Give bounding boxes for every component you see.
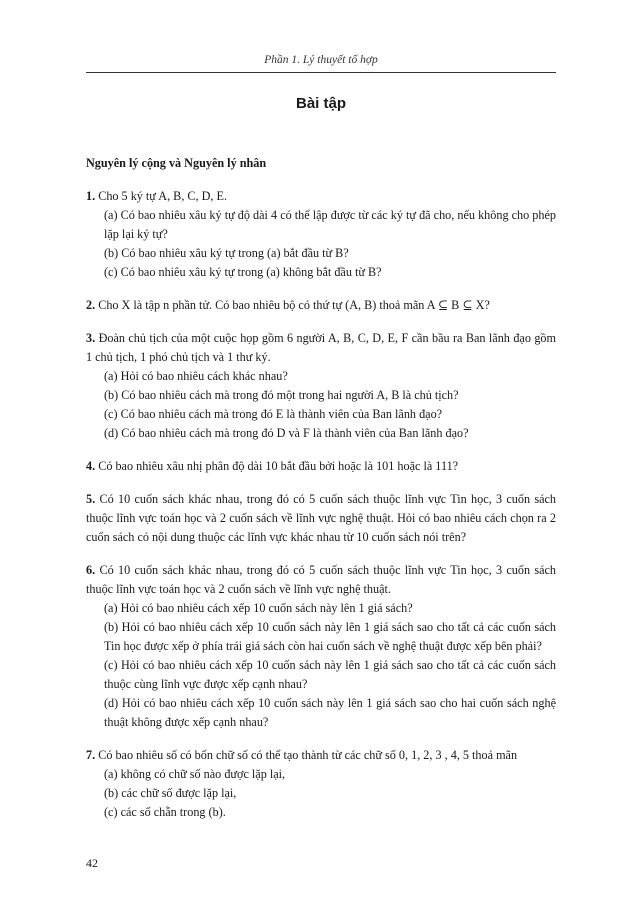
problem-text: Có bao nhiêu xâu nhị phân độ dài 10 bắt đầu bởi hoặc là 101 hoặc là 111? xyxy=(98,459,459,473)
exercise-content xyxy=(86,154,556,836)
sub-question: (a) Hỏi có bao nhiêu cách xếp 10 cuốn sách này lên 1 giá sách? xyxy=(104,601,413,615)
problem-5 xyxy=(86,490,556,547)
problem-number: 3. xyxy=(86,331,96,345)
problem-number: 4. xyxy=(86,459,96,473)
problem-text: Cho X là tập n phần tử. Có bao nhiêu bộ có thứ tự (A, B) thoả mãn A ⊆ B ⊆ X? xyxy=(98,298,490,312)
section-title: Nguyên lý cộng và Nguyên lý nhân xyxy=(86,156,267,170)
problem-number: 1. xyxy=(86,189,96,203)
problem-number: 7. xyxy=(86,748,96,762)
problem-1 xyxy=(86,187,556,282)
problem-stem xyxy=(86,296,556,315)
problem-text: Đoàn chủ tịch của một cuộc họp gồm 6 người A, B, C, D, E, F cần bầu ra Ban lãnh đạo gồm 1 chủ tịch, 1 phó chủ tịch và 1 thư ký. xyxy=(86,331,556,364)
sub-question: (d) Có bao nhiêu cách mà trong đó D và F là thành viên của Ban lãnh đạo? xyxy=(104,426,469,440)
sub-question: (a) Có bao nhiêu xâu ký tự độ dài 4 có thể lập được từ các ký tự đã cho, nếu không cho phép lặp lại ký tự? xyxy=(104,208,556,241)
page-title: Bài tập xyxy=(295,95,346,112)
sub-question: (b) Có bao nhiêu cách mà trong đó một trong hai người A, B là chủ tịch? xyxy=(104,388,459,402)
problem-list xyxy=(86,187,556,822)
problem-text: Có 10 cuốn sách khác nhau, trong đó có 5 cuốn sách thuộc lĩnh vực Tin học, 3 cuốn sách thuộc lĩnh vực toán học và 2 cuốn sách về lĩnh vực nghệ thuật. Hỏi có bao nhiêu cách chọn ra 2 cuốn sách có nội dung thuộc các lĩnh vực khác nhau từ 10 cuốn sách nói trên? xyxy=(86,492,556,544)
problem-number: 6. xyxy=(86,563,96,577)
sub-question: (c) Có bao nhiêu cách mà trong đó E là thành viên của Ban lãnh đạo? xyxy=(104,407,443,421)
running-header: Phần 1. Lý thuyết tổ hợp xyxy=(264,54,378,66)
sub-question: (b) các chữ số được lặp lại, xyxy=(104,786,237,800)
problem-text: Có 10 cuốn sách khác nhau, trong đó có 5 cuốn sách thuộc lĩnh vực Tin học, 3 cuốn sách thuộc lĩnh vực toán học và 2 cuốn sách về lĩnh vực nghệ thuật. xyxy=(86,563,556,596)
problem-2 xyxy=(86,296,556,315)
problem-text: Có bao nhiêu số có bốn chữ số có thể tạo thành từ các chữ số 0, 1, 2, 3 , 4, 5 thoả mãn xyxy=(98,748,518,762)
header-rule xyxy=(86,72,556,73)
sub-question: (c) Có bao nhiêu xâu ký tự trong (a) không bắt đầu từ B? xyxy=(104,265,382,279)
problem-stem xyxy=(86,490,556,547)
sub-question: (b) Có bao nhiêu xâu ký tự trong (a) bắt đầu từ B? xyxy=(104,246,349,260)
sub-question: (a) Hỏi có bao nhiêu cách khác nhau? xyxy=(104,369,288,383)
problem-stem xyxy=(86,457,556,476)
sub-question: (c) Hỏi có bao nhiêu cách xếp 10 cuốn sách này lên 1 giá sách sao cho tất cả các cuốn sách thuộc cùng lĩnh vực được xếp cạnh nhau? xyxy=(104,658,556,691)
sub-question: (b) Hỏi có bao nhiêu cách xếp 10 cuốn sách này lên 1 giá sách sao cho tất cả các cuốn sách Tin học được xếp ở phía trái giá sách còn hai cuốn sách về nghệ thuật được xếp bên phải? xyxy=(104,620,556,653)
problem-stem xyxy=(86,561,556,599)
problem-6 xyxy=(86,561,556,732)
problem-stem xyxy=(86,746,556,765)
problem-stem xyxy=(86,329,556,367)
sub-question: (c) các số chẵn trong (b). xyxy=(104,805,226,819)
problem-number: 5. xyxy=(86,492,96,506)
problem-7 xyxy=(86,746,556,822)
problem-stem xyxy=(86,187,556,206)
sub-question: (a) không có chữ số nào được lặp lại, xyxy=(104,767,286,781)
problem-3 xyxy=(86,329,556,443)
problem-text: Cho 5 ký tự A, B, C, D, E. xyxy=(98,189,228,203)
problem-number: 2. xyxy=(86,298,96,312)
problem-4 xyxy=(86,457,556,476)
page-number: 42 xyxy=(86,856,98,870)
sub-question: (d) Hỏi có bao nhiêu cách xếp 10 cuốn sách này lên 1 giá sách sao cho hai cuốn sách nghệ thuật không được xếp cạnh nhau? xyxy=(104,696,556,729)
